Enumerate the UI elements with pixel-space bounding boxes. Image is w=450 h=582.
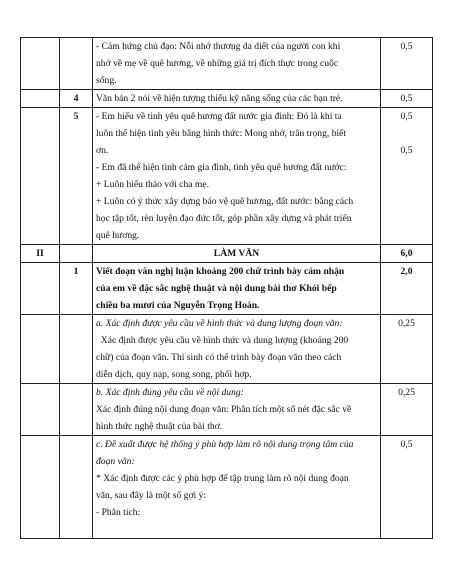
criterion-line: - Phân tích: [96,507,141,518]
prompt-line: của em về đặc sắc nghệ thuật và nội dung bài thơ Khói bếp [96,283,337,294]
criterion-heading: c. Đề xuất được hệ thống ý phù hợp làm rõ nội dung trọng tâm của [96,439,354,450]
criterion-line: hình thức nghệ thuật của bài thơ. [96,421,223,432]
answer-content [93,38,381,90]
score-cell: 0,5 [381,436,433,539]
section-header-row [21,245,433,263]
table-row [21,436,433,539]
score-spacer [384,125,429,142]
answer-line: - Cảm hứng chủ đạo: Nỗi nhớ thương da diết của người con khi [96,41,341,52]
question-number-cell [60,384,93,436]
answer-line: + Luôn có ý thức xây dựng bảo vệ quê hương, đất nước: bằng cách [96,196,354,207]
table-row [21,384,433,436]
section-title: LÀM VĂN [93,245,381,263]
criterion-c [93,436,381,539]
prompt-line: Viết đoạn văn nghị luận khoảng 200 chữ trình bày cảm nhận [96,266,345,277]
section-roman: II [21,245,60,263]
prompt-line: chiều ba mươi của Nguyễn Trọng Hoàn. [96,300,260,311]
question-number-cell [60,245,93,263]
criterion-line: * Xác định được các ý phù hợp để tập trung làm rõ nội dung đoạn [96,473,349,484]
score-cell: 0,25 [381,315,433,384]
answer-line: - Em hiểu về tình yêu quê hương đất nước gia đình: Đó là khi ta [96,111,342,122]
table-row [21,90,433,108]
blank-line [96,521,377,538]
section-cell [21,384,60,436]
answer-content [93,108,381,245]
criterion-line: diễn dịch, quy nạp, song song, phối hợp. [96,369,252,380]
answer-content: Văn bản 2 nói về hiện tượng thiếu kỹ năng sống của các bạn trẻ. [93,90,381,108]
score-value: 0,5 [400,111,413,122]
criterion-line: Xác định đúng nội dung đoạn văn: Phân tích một số nét đặc sắc về [96,404,352,415]
criterion-line: Xác định được yêu cầu về hình thức và dung lượng (khoảng 200 [96,335,349,346]
criterion-heading: đoạn văn: [96,456,135,467]
criterion-line: văn, sau đây là một số gợi ý: [96,490,207,501]
criterion-line: chữ) của đoạn văn. Thí sinh có thể trình bày đoạn văn theo cách [96,352,342,363]
answer-line: sống. [96,75,117,86]
question-number: 1 [60,263,93,315]
table-row [21,315,433,384]
question-number-cell [60,38,93,90]
answer-line: nhớ về mẹ về quê hương, về những giá trị đích thực trong cuộc [96,58,339,69]
grading-table [20,37,433,539]
section-cell [21,436,60,539]
answer-line: + Luôn hiếu thảo với cha mẹ. [96,179,210,190]
section-cell [21,315,60,384]
section-cell [21,108,60,245]
score-cell: 0,5 [381,90,433,108]
section-cell [21,38,60,90]
section-cell [21,90,60,108]
table-row [21,263,433,315]
score-value: 0,5 [400,145,413,156]
score-cell: 2,0 [381,263,433,315]
question-prompt [93,263,381,315]
answer-line: - Em đã thể hiện tình cảm gia đình, tình yêu quê hương đất nước: [96,162,347,173]
answer-line: ơn. [96,145,109,156]
score-cell [381,108,433,245]
criterion-heading: a. Xác định được yêu cầu về hình thức và dung lượng đoạn văn: [96,318,343,329]
answer-line: quê hương. [96,230,140,241]
score-cell: 0,5 [381,38,433,90]
criterion-b [93,384,381,436]
question-number-cell [60,436,93,539]
score-cell: 0,25 [381,384,433,436]
answer-line: học tập tốt, rèn luyện đạo đức tốt, góp phần xây dựng và phát triển [96,213,352,224]
table-row [21,38,433,90]
question-number: 4 [60,90,93,108]
question-number-cell [60,315,93,384]
table-row [21,108,433,245]
criterion-heading: b. Xác định đúng yêu cầu về nội dung: [96,387,244,398]
section-score: 6,0 [381,245,433,263]
section-cell [21,263,60,315]
answer-line: luôn thể hiện tình yêu bằng hình thức: Mong nhớ, trân trọng, biết [96,128,347,139]
question-number: 5 [60,108,93,245]
criterion-a [93,315,381,384]
